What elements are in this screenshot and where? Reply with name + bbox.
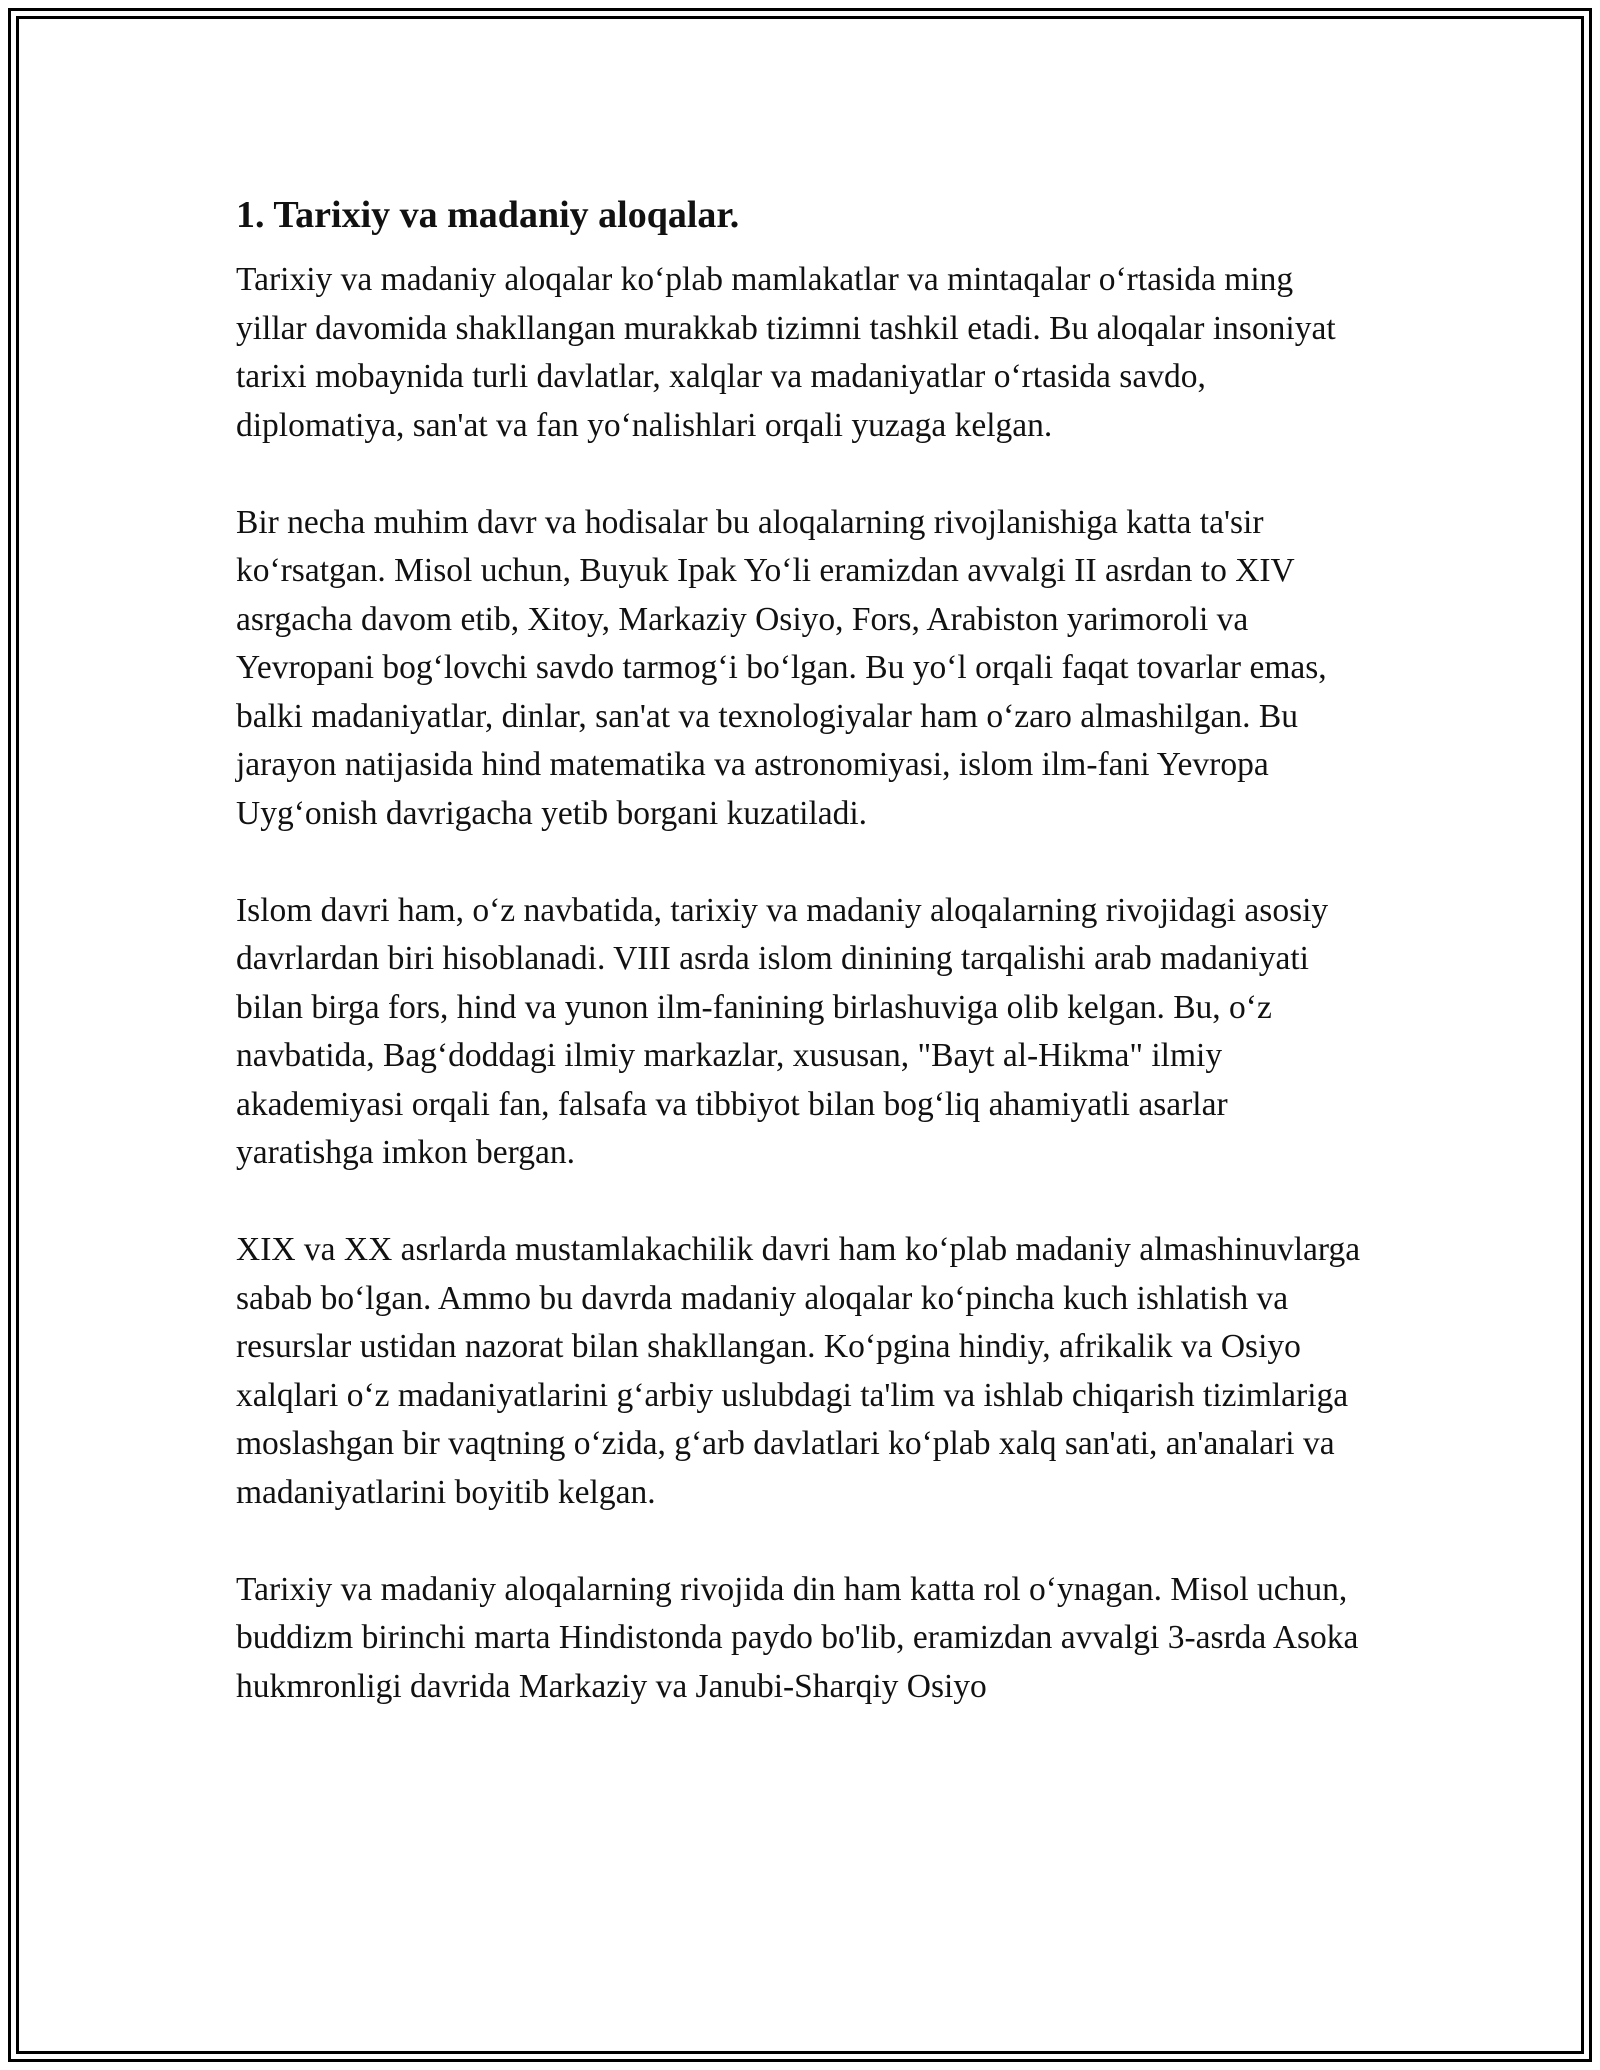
section-heading: 1. Tarixiy va madaniy aloqalar.: [236, 194, 740, 236]
paragraph-4: XIX va XX asrlarda mustamlakachilik davri ham ko‘plab madaniy almashinuvlarga sabab bo‘lgan. Ammo bu davrda madaniy aloqalar ko‘pincha kuch ishlatish va resurslar ustidan nazorat bilan shakllangan. Ko‘pgina hindiy, afrikalik va Osiyo xalqlari o‘z madaniyatlarini g‘arbiy uslubdagi ta'lim va ishlab chiqarish tizimlariga moslashgan bir vaqtning o‘zida, g‘arb davlatlari ko‘plab xalq san'ati, an'analari va madaniyatlarini boyitib kelgan.: [236, 1231, 1361, 1511]
paragraph-5: Tarixiy va madaniy aloqalarning rivojida din ham katta rol o‘ynagan. Misol uchun, buddizm birinchi marta Hindistonda paydo bo'lib, eramizdan avvalgi 3-asrda Asoka hukmronligi davrida Markaziy va Janubi-Sharqiy Osiyo: [236, 1570, 1359, 1705]
document-body: [236, 190, 1366, 1760]
paragraph-1: Tarixiy va madaniy aloqalar ko‘plab mamlakatlar va mintaqalar o‘rtasida ming yillar davomida shakllangan murakkab tizimni tashkil etadi. Bu aloqalar insoniyat tarixi mobaynida turli davlatlar, xalqlar va madaniyatlar o‘rtasida savdo, diplomatiya, san'at va fan yo‘nalishlari orqali yuzaga kelgan.: [236, 261, 1336, 444]
paragraph-3: Islom davri ham, o‘z navbatida, tarixiy va madaniy aloqalarning rivojidagi asosiy davrlardan biri hisoblanadi. VIII asrda islom dinining tarqalishi arab madaniyati bilan birga fors, hind va yunon ilm-fanining birlashuviga olib kelgan. Bu, o‘z navbatida, Bag‘doddagi ilmiy markazlar, xususan, "Bayt al-Hikma" ilmiy akademiyasi orqali fan, falsafa va tibbiyot bilan bog‘liq ahamiyatli asarlar yaratishga imkon bergan.: [236, 891, 1329, 1171]
paragraph-2: Bir necha muhim davr va hodisalar bu aloqalarning rivojlanishiga katta ta'sir ko‘rsatgan. Misol uchun, Buyuk Ipak Yo‘li eramizdan avvalgi II asrdan to XIV asrgacha davom etib, Xitoy, Markaziy Osiyo, Fors, Arabiston yarimoroli va Yevropani bog‘lovchi savdo tarmog‘i bo‘lgan. Bu yo‘l orqali faqat tovarlar emas, balki madaniyatlar, dinlar, san'at va texnologiyalar ham o‘zaro almashilgan. Bu jarayon natijasida hind matematika va astronomiyasi, islom ilm-fani Yevropa Uyg‘onish davrigacha yetib borgani kuzatiladi.: [236, 503, 1327, 832]
